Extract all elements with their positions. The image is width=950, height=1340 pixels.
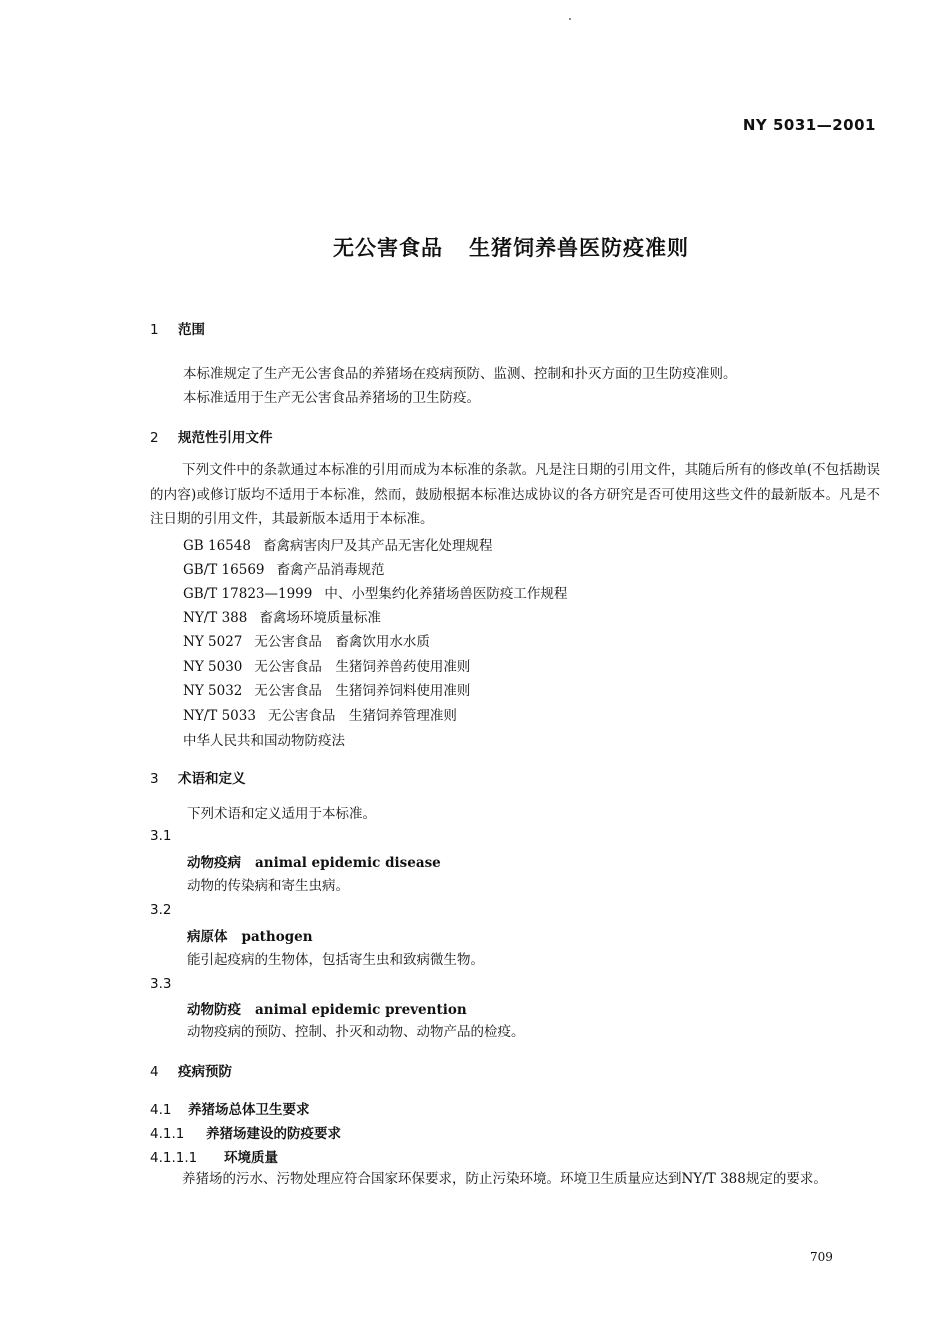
reference-item: NY 5030 无公害食品 生猪饲养兽药使用准则 xyxy=(183,659,471,675)
section-2-para-1: 下列文件中的条款通过本标准的引用而成为本标准的条款。凡是注日期的引用文件，其随后所有的修改单(不包括勘误的内容)或修订版均不适用于本标准，然而，鼓励根据本标准达成协议的各方研究是否可使用这些文件的最新版本。凡是不注日期的引用文件，其最新版本适用于本标准。 xyxy=(150,462,880,527)
scan-speck xyxy=(569,18,571,20)
page-number: 709 xyxy=(810,1250,833,1264)
term-definition: 动物疫病的预防、控制、扑灭和动物、动物产品的检疫。 xyxy=(187,1024,525,1040)
section-2-heading: 2 规范性引用文件 xyxy=(150,430,273,446)
subsection-4-1-1-1-heading: 4.1.1.1 环境质量 xyxy=(150,1150,278,1166)
reference-item: NY 5032 无公害食品 生猪饲养饲料使用准则 xyxy=(183,683,471,699)
reference-item: GB 16548 畜禽病害肉尸及其产品无害化处理规程 xyxy=(183,538,493,554)
section-1-para-2: 本标准适用于生产无公害食品养猪场的卫生防疫。 xyxy=(183,390,480,406)
subsection-4-1-heading: 4.1 养猪场总体卫生要求 xyxy=(150,1102,310,1118)
reference-item: GB/T 16569 畜禽产品消毒规范 xyxy=(183,562,385,578)
title-part-2: 生猪饲养兽医防疫准则 xyxy=(469,236,689,260)
term-title: 动物防疫 animal epidemic prevention xyxy=(187,1002,467,1018)
reference-item: NY/T 5033 无公害食品 生猪饲养管理准则 xyxy=(183,708,457,724)
reference-item: NY/T 388 畜禽场环境质量标准 xyxy=(183,610,381,626)
term-number: 3.3 xyxy=(150,976,172,992)
standard-code: NY 5031—2001 xyxy=(742,116,876,134)
section-1-para-1: 本标准规定了生产无公害食品的养猪场在疫病预防、监测、控制和扑灭方面的卫生防疫准则。 xyxy=(183,366,737,382)
term-number: 3.1 xyxy=(150,828,172,844)
reference-item: NY 5027 无公害食品 畜禽饮用水水质 xyxy=(183,634,430,650)
reference-item: 中华人民共和国动物防疫法 xyxy=(183,733,345,749)
document-title xyxy=(0,232,950,262)
section-4-heading: 4 疫病预防 xyxy=(150,1064,232,1080)
section-4-para-1: 养猪场的污水、污物处理应符合国家环保要求，防止污染环境。环境卫生质量应达到NY/T 388规定的要求。 xyxy=(182,1171,827,1187)
section-1-heading: 1 范围 xyxy=(150,322,205,338)
section-3-heading: 3 术语和定义 xyxy=(150,771,246,787)
term-definition: 动物的传染病和寄生虫病。 xyxy=(187,878,349,894)
term-number: 3.2 xyxy=(150,902,172,918)
title-part-1: 无公害食品 xyxy=(333,236,443,260)
subsection-4-1-1-heading: 4.1.1 养猪场建设的防疫要求 xyxy=(150,1126,341,1142)
reference-item: GB/T 17823—1999 中、小型集约化养猪场兽医防疫工作规程 xyxy=(183,586,568,602)
section-3-para-1: 下列术语和定义适用于本标准。 xyxy=(187,806,376,822)
term-definition: 能引起疫病的生物体，包括寄生虫和致病微生物。 xyxy=(187,952,484,968)
term-title: 病原体 pathogen xyxy=(187,929,313,945)
term-title: 动物疫病 animal epidemic disease xyxy=(187,855,441,871)
